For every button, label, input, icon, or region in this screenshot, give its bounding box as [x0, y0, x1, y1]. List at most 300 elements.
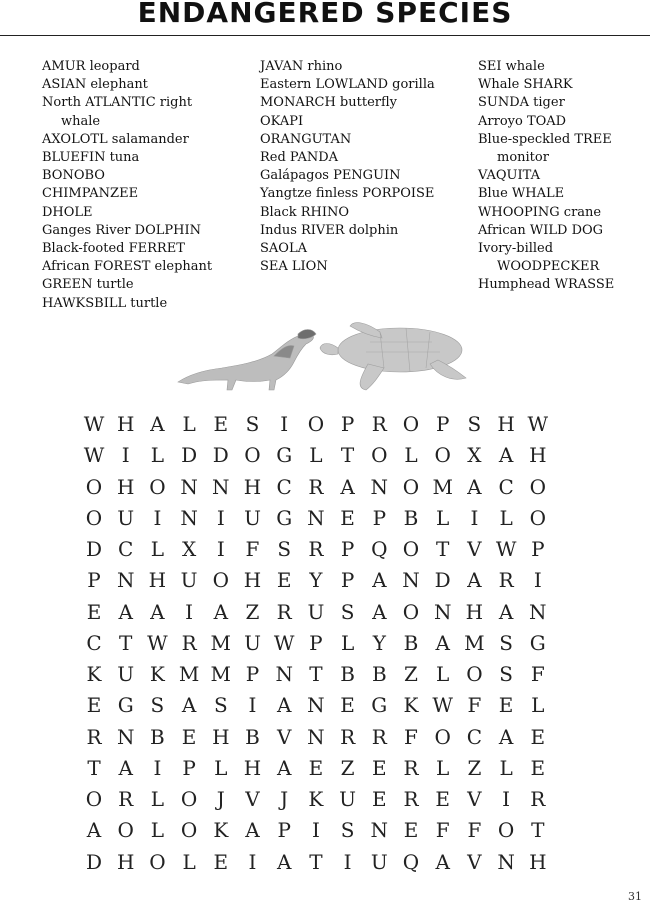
grid-letter: K: [86, 662, 102, 686]
grid-letter: E: [403, 818, 419, 843]
grid-letter: H: [116, 412, 135, 436]
word-list-item: [478, 113, 648, 131]
word-list-text: Ivory-billed: [478, 241, 554, 257]
word-list-item: [42, 58, 242, 76]
word-list-text: African WILD DOG: [478, 222, 604, 238]
grid-letter: S: [340, 599, 355, 624]
word-list-text: whale: [61, 113, 101, 129]
grid-letter: E: [86, 599, 102, 624]
word-list-text: ORANGUTAN: [260, 131, 352, 147]
word-list-item: [260, 76, 470, 94]
grid-letter: B: [340, 662, 355, 686]
grid-letter: V: [467, 537, 482, 561]
word-list-item: [260, 131, 470, 149]
grid-letter: A: [498, 724, 514, 749]
grid-letter: I: [216, 505, 225, 530]
grid-letter: L: [309, 443, 323, 468]
grid-letter: O: [244, 443, 261, 468]
grid-letter: A: [372, 568, 387, 593]
word-list-item: [478, 94, 648, 112]
word-list-item: [478, 167, 648, 185]
grid-letter: R: [403, 787, 419, 811]
grid-letter: G: [276, 505, 293, 530]
word-list-text: SEI whale: [478, 59, 545, 74]
grid-letter: H: [243, 755, 262, 780]
page-title: ENDANGERED SPECIES: [137, 0, 513, 29]
grid-letter: I: [280, 412, 289, 436]
grid-letter: D: [434, 568, 451, 593]
grid-letter: N: [433, 599, 452, 624]
grid-letter: S: [499, 662, 513, 686]
grid-letter: M: [464, 630, 485, 655]
grid-letter: D: [85, 849, 103, 874]
grid-letter: L: [436, 505, 450, 530]
word-list-text: VAQUITA: [478, 168, 540, 184]
grid-letter: V: [245, 787, 260, 811]
grid-letter: N: [307, 505, 325, 530]
grid-letter: X: [181, 537, 197, 561]
grid-letter: N: [212, 474, 230, 499]
word-list-column-3: [478, 58, 648, 295]
word-list-text: Galápagos PENGUIN: [260, 168, 401, 184]
word-list-text: SEA LION: [260, 259, 328, 275]
grid-letter: A: [372, 599, 387, 624]
grid-letter: K: [308, 787, 324, 811]
grid-letter: R: [371, 412, 387, 436]
grid-letter: I: [343, 849, 352, 874]
grid-letter: I: [248, 693, 257, 718]
grid-letter: N: [116, 568, 135, 593]
grid-letter: O: [85, 474, 103, 499]
grid-letter: F: [404, 724, 418, 749]
grid-letter: A: [276, 693, 292, 718]
grid-letter: N: [180, 474, 198, 499]
grid-letter: N: [307, 724, 325, 749]
grid-letter: I: [185, 599, 194, 624]
grid-letter: N: [497, 849, 515, 874]
word-list-text: Yangtze finless PORPOISE: [260, 186, 435, 202]
word-list-item: [478, 276, 648, 294]
grid-letter: U: [180, 568, 198, 593]
grid-letter: N: [370, 818, 389, 843]
word-list-text: Black RHINO: [260, 204, 350, 220]
grid-letter: W: [273, 630, 295, 655]
grid-letter: E: [181, 724, 197, 749]
grid-letter: O: [402, 537, 420, 561]
grid-letter: A: [118, 599, 133, 624]
word-list-item: [42, 185, 242, 203]
grid-letter: R: [340, 724, 356, 749]
word-list-text: ASIAN elephant: [42, 77, 148, 93]
grid-letter: O: [117, 818, 134, 843]
grid-letter: U: [307, 599, 325, 624]
word-list-item: [478, 131, 648, 167]
grid-letter: H: [529, 849, 547, 874]
grid-letter: E: [371, 787, 387, 811]
grid-letter: S: [499, 630, 513, 655]
grid-letter: U: [370, 849, 388, 874]
word-list-text: Blue WHALE: [478, 186, 565, 202]
grid-letter: A: [340, 474, 355, 499]
grid-letter: H: [116, 474, 135, 499]
grid-letter: B: [371, 662, 387, 686]
grid-letter: L: [150, 443, 165, 468]
grid-letter: P: [182, 755, 196, 780]
grid-letter: Q: [402, 849, 420, 874]
grid-letter: W: [495, 537, 517, 561]
ferret-illustration: [178, 330, 316, 391]
grid-letter: I: [502, 787, 511, 811]
word-list-text: HAWKSBILL turtle: [42, 295, 168, 311]
grid-letter: W: [83, 412, 105, 436]
grid-letter: I: [153, 505, 162, 530]
grid-letter: L: [404, 443, 418, 468]
word-list-text: Whale SHARK: [478, 77, 573, 93]
grid-letter: M: [432, 474, 453, 499]
grid-letter: O: [434, 443, 451, 468]
word-list-text: MONARCH butterfly: [260, 95, 398, 111]
word-list-item: [42, 131, 242, 149]
grid-letter: C: [498, 474, 514, 499]
word-list-column-1: [42, 58, 242, 313]
word-list-text: monitor: [497, 150, 549, 166]
grid-letter: A: [435, 849, 450, 874]
grid-letter: F: [467, 818, 482, 843]
word-list-text: African FOREST elephant: [42, 259, 213, 275]
grid-letter: T: [531, 818, 545, 843]
grid-letter: O: [371, 443, 388, 468]
grid-letter: L: [214, 755, 228, 780]
grid-letter: M: [210, 630, 232, 655]
word-list-item: [260, 58, 470, 76]
word-list-item: [42, 94, 242, 130]
grid-letter: N: [180, 505, 198, 530]
word-list-column-2: [260, 58, 470, 276]
grid-letter: A: [213, 599, 229, 624]
word-list-item: [478, 185, 648, 203]
word-list-text: Ganges River DOLPHIN: [42, 222, 201, 238]
grid-letter: S: [277, 537, 292, 561]
word-list-item: [260, 240, 470, 258]
grid-letter: T: [340, 443, 355, 468]
grid-letter: E: [86, 693, 102, 718]
word-list-text: North ATLANTIC right: [42, 95, 193, 111]
grid-letter: T: [87, 755, 101, 780]
grid-letter: F: [245, 537, 260, 561]
grid-letter: R: [86, 724, 102, 749]
word-search-grid: [78, 412, 578, 884]
grid-letter: U: [339, 787, 357, 811]
grid-letter: E: [498, 693, 514, 718]
grid-letter: L: [182, 412, 196, 436]
grid-letter: A: [245, 818, 260, 843]
grid-letter: X: [467, 443, 482, 468]
grid-letter: B: [245, 724, 260, 749]
grid-letter: S: [467, 412, 482, 436]
grid-letter: A: [86, 818, 102, 843]
grid-letter: O: [85, 505, 103, 530]
grid-letter: I: [248, 849, 257, 874]
word-list-item: [260, 113, 470, 131]
word-list-item: [478, 222, 648, 240]
word-list-text: Black-footed FERRET: [42, 241, 185, 257]
grid-letter: D: [181, 443, 198, 468]
grid-letter: P: [340, 568, 355, 593]
grid-letter: O: [466, 662, 483, 686]
grid-letter: I: [153, 755, 162, 780]
grid-letter: U: [117, 505, 135, 530]
grid-letter: S: [340, 818, 355, 843]
grid-letter: O: [402, 474, 420, 499]
grid-letter: A: [467, 568, 482, 593]
word-list-item: [260, 258, 470, 276]
grid-letter: G: [276, 443, 293, 468]
grid-letter: A: [150, 412, 165, 436]
grid-letter: R: [118, 787, 134, 811]
word-list-text: Eastern LOWLAND gorilla: [260, 77, 435, 93]
grid-letter: O: [529, 505, 546, 530]
grid-letter: T: [436, 537, 450, 561]
grid-letter: K: [149, 662, 165, 686]
grid-letter: N: [307, 693, 325, 718]
grid-letter: F: [467, 693, 482, 718]
grid-letter: I: [470, 505, 479, 530]
grid-letter: L: [182, 849, 196, 874]
word-list-item: [260, 204, 470, 222]
grid-letter: N: [402, 568, 420, 593]
grid-letter: L: [340, 630, 355, 655]
word-list-item: [260, 149, 470, 167]
sea-turtle-illustration: [320, 323, 466, 390]
grid-letter: B: [403, 630, 419, 655]
grid-letter: L: [150, 787, 165, 811]
grid-letter: K: [213, 818, 229, 843]
grid-letter: Y: [372, 630, 386, 655]
grid-letter: H: [116, 849, 135, 874]
grid-letter: K: [403, 693, 419, 718]
grid-letter: C: [276, 474, 292, 499]
grid-letter: P: [309, 630, 323, 655]
grid-letter: L: [150, 537, 165, 561]
grid-letter: E: [371, 755, 387, 780]
grid-letter: E: [213, 849, 229, 874]
grid-letter: S: [213, 693, 228, 718]
animal-illustrations: [170, 318, 480, 398]
grid-letter: M: [210, 662, 232, 686]
grid-letter: L: [531, 693, 545, 718]
grid-letter: I: [533, 568, 542, 593]
word-list-item: [478, 76, 648, 94]
word-list-text: Humphead WRASSE: [478, 277, 615, 293]
grid-letter: H: [148, 568, 167, 593]
grid-letter: M: [178, 662, 200, 686]
grid-letter: L: [499, 505, 513, 530]
word-list-item: [42, 222, 242, 240]
grid-letter: C: [466, 724, 483, 749]
word-list-text: DHOLE: [42, 204, 93, 220]
grid-letter: J: [280, 787, 289, 811]
grid-letter: D: [85, 537, 103, 561]
word-list-item: [42, 240, 242, 258]
word-list-item: [42, 149, 242, 167]
grid-letter: W: [147, 630, 168, 655]
word-list-text: WHOOPING crane: [478, 204, 602, 220]
grid-letter: L: [150, 818, 165, 843]
title-rule: [0, 35, 650, 36]
grid-letter: B: [150, 724, 165, 749]
word-list-text: AMUR leopard: [42, 59, 140, 74]
grid-letter: R: [371, 724, 387, 749]
grid-letter: W: [432, 693, 453, 718]
grid-letter: O: [529, 474, 546, 499]
grid-letter: P: [277, 818, 291, 843]
grid-letter: Y: [309, 568, 323, 593]
grid-letter: C: [86, 630, 102, 655]
grid-letter: W: [527, 412, 549, 436]
grid-letter: P: [531, 537, 545, 561]
grid-letter: A: [435, 630, 450, 655]
grid-letter: I: [311, 818, 320, 843]
grid-letter: H: [243, 474, 262, 499]
grid-letter: G: [529, 630, 546, 655]
grid-letter: O: [212, 568, 229, 593]
grid-letter: I: [216, 537, 225, 561]
grid-letter: F: [530, 662, 545, 686]
grid-letter: L: [499, 755, 513, 780]
word-list-text: WOODPECKER: [497, 259, 600, 275]
grid-letter: A: [498, 599, 514, 624]
grid-letter: P: [340, 412, 355, 436]
grid-letter: G: [117, 693, 134, 718]
grid-letter: E: [308, 755, 324, 780]
word-list-text: CHIMPANZEE: [42, 186, 139, 202]
grid-letter: E: [530, 724, 546, 749]
grid-letter: E: [530, 755, 546, 780]
grid-letter: Q: [371, 537, 388, 561]
word-list-text: JAVAN rhino: [260, 59, 343, 74]
grid-letter: U: [244, 630, 261, 655]
page-number: 31: [628, 890, 642, 903]
grid-letter: A: [181, 693, 197, 718]
grid-letter: O: [149, 849, 166, 874]
grid-letter: S: [245, 412, 260, 436]
grid-letter: O: [180, 818, 198, 843]
grid-letter: H: [212, 724, 230, 749]
grid-letter: P: [87, 568, 101, 593]
word-list-text: Red PANDA: [260, 150, 339, 166]
word-list-text: AXOLOTL salamander: [42, 131, 189, 147]
grid-letter: Z: [467, 755, 482, 780]
word-list-text: SAOLA: [260, 241, 307, 257]
grid-letter: C: [118, 537, 134, 561]
grid-letter: Z: [340, 755, 355, 780]
grid-letter: L: [436, 755, 450, 780]
grid-letter: H: [243, 568, 262, 593]
grid-letter: S: [150, 693, 165, 718]
grid-letter: P: [372, 505, 387, 530]
word-list-text: OKAPI: [260, 113, 304, 129]
grid-letter: U: [117, 662, 135, 686]
grid-letter: H: [465, 599, 484, 624]
grid-letter: D: [212, 443, 229, 468]
grid-letter: O: [402, 412, 420, 436]
grid-letter: R: [498, 568, 514, 593]
word-list-item: [260, 167, 470, 185]
grid-letter: R: [181, 630, 197, 655]
word-list-text: BONOBO: [42, 168, 105, 184]
grid-letter: O: [402, 599, 420, 624]
grid-letter: N: [370, 474, 389, 499]
grid-letter: E: [213, 412, 229, 436]
grid-letter: R: [276, 599, 292, 624]
grid-letter: E: [340, 505, 355, 530]
grid-letter: E: [276, 568, 292, 593]
grid-letter: H: [497, 412, 515, 436]
word-list-item: [260, 94, 470, 112]
word-list-text: BLUEFIN tuna: [42, 150, 140, 166]
grid-letter: T: [309, 662, 323, 686]
grid-letter: A: [150, 599, 165, 624]
grid-letter: F: [435, 818, 450, 843]
grid-letter: P: [340, 537, 355, 561]
grid-letter: O: [149, 474, 166, 499]
grid-letter: G: [371, 693, 388, 718]
grid-letter: V: [467, 849, 482, 874]
word-list-text: Arroyo TOAD: [478, 113, 567, 129]
grid-letter: E: [340, 693, 355, 718]
grid-letter: A: [467, 474, 482, 499]
grid-letter: L: [436, 662, 450, 686]
grid-letter: E: [435, 787, 450, 811]
grid-letter: P: [245, 662, 260, 686]
grid-letter: R: [308, 537, 324, 561]
grid-letter: R: [403, 755, 419, 780]
grid-letter: A: [118, 755, 133, 780]
grid-letter: H: [529, 443, 547, 468]
grid-letter: Z: [245, 599, 260, 624]
grid-letter: A: [276, 849, 292, 874]
grid-letter: O: [307, 412, 325, 436]
grid-letter: A: [498, 443, 514, 468]
grid-letter: N: [116, 724, 135, 749]
grid-letter: T: [119, 630, 133, 655]
word-list-item: [478, 240, 648, 276]
grid-letter: P: [435, 412, 450, 436]
word-list-item: [42, 204, 242, 222]
grid-letter: R: [530, 787, 546, 811]
word-list-text: Indus RIVER dolphin: [260, 222, 399, 238]
grid-letter: B: [403, 505, 419, 530]
word-list-text: Blue-speckled TREE: [478, 131, 612, 147]
word-list-item: [42, 276, 242, 294]
grid-letter: V: [467, 787, 482, 811]
grid-letter: I: [121, 443, 130, 468]
grid-letter: N: [275, 662, 293, 686]
grid-letter: W: [83, 443, 105, 468]
grid-letter: O: [85, 787, 103, 811]
word-list-item: [260, 185, 470, 203]
word-list-item: [42, 167, 242, 185]
word-list-item: [42, 258, 242, 276]
grid-letter: Z: [404, 662, 418, 686]
grid-letter: O: [497, 818, 515, 843]
grid-letter: A: [276, 755, 292, 780]
grid-letter: O: [434, 724, 451, 749]
grid-letter: O: [180, 787, 198, 811]
word-list-item: [42, 76, 242, 94]
grid-letter: V: [276, 724, 292, 749]
word-list-text: SUNDA tiger: [478, 95, 565, 111]
